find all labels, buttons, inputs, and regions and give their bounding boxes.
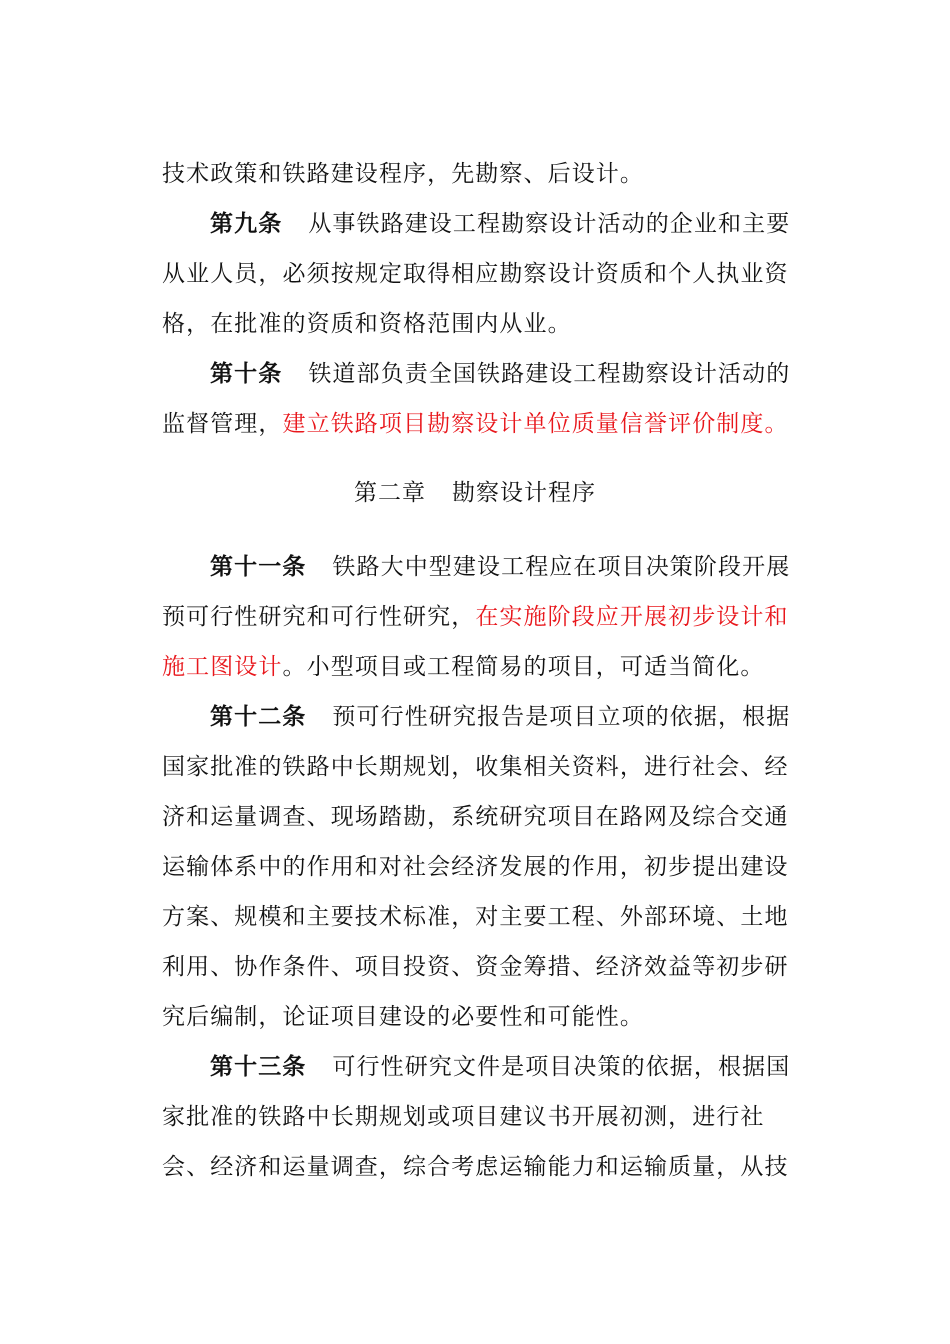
article-12-text: 预可行性研究报告是项目立项的依据，根据 [332, 704, 791, 730]
article-10-text: 铁道部负责全国铁路建设工程勘察设计活动的 [308, 361, 791, 387]
article-12-title: 第十二条 [210, 704, 307, 730]
text-line [162, 752, 787, 782]
highlighted-text: 施工图设计 [162, 654, 283, 680]
text-line [162, 652, 787, 682]
chapter-heading [0, 478, 950, 508]
text-line-content: 会、经济和运量调查，综合考虑运输能力和运输质量，从技 [162, 1154, 789, 1180]
chapter-number: 第二章 [354, 480, 426, 506]
article-13-first-line [210, 1052, 791, 1082]
text-line [162, 602, 787, 632]
chapter-title: 勘察设计程序 [452, 480, 596, 506]
article-13-title: 第十三条 [210, 1054, 307, 1080]
text-line-content: 济和运量调查、现场踏勘，系统研究项目在路网及综合交通 [162, 804, 789, 830]
text-line-content: 究后编制，论证项目建设的必要性和可能性。 [162, 1004, 644, 1030]
text-line [162, 802, 787, 832]
text-line [162, 1152, 787, 1182]
text-line-content: 方案、规模和主要技术标准，对主要工程、外部环境、土地 [162, 904, 789, 930]
text-line [162, 952, 787, 982]
text-line-content: 。小型项目或工程简易的项目，可适当简化。 [282, 654, 765, 680]
text-line-content: 技术政策和铁路建设程序，先勘察、后设计。 [162, 161, 644, 187]
text-line [162, 1002, 787, 1032]
article-11-first-line [210, 552, 791, 582]
text-line-content: 从业人员，必须按规定取得相应勘察设计资质和个人执业资 [162, 261, 789, 287]
text-line [162, 259, 787, 289]
text-line [162, 409, 787, 439]
text-line [162, 159, 787, 189]
article-11-title: 第十一条 [210, 554, 307, 580]
highlighted-text: 建立铁路项目勘察设计单位质量信誉评价制度。 [282, 411, 789, 437]
text-line-content: 格，在批准的资质和资格范围内从业。 [162, 311, 572, 337]
article-10-first-line [210, 359, 791, 389]
text-line [162, 902, 787, 932]
text-line-content: 家批准的铁路中长期规划或项目建议书开展初测，进行社 [162, 1104, 765, 1130]
text-line-content: 利用、协作条件、项目投资、资金筹措、经济效益等初步研 [162, 954, 789, 980]
article-13-text: 可行性研究文件是项目决策的依据，根据国 [332, 1054, 791, 1080]
article-10-title: 第十条 [210, 361, 283, 387]
text-line-content: 国家批准的铁路中长期规划，收集相关资料，进行社会、经 [162, 754, 789, 780]
text-line [162, 1102, 787, 1132]
article-12-first-line [210, 702, 791, 732]
text-line [162, 309, 787, 339]
article-11-text: 铁路大中型建设工程应在项目决策阶段开展 [332, 554, 791, 580]
text-line [162, 852, 787, 882]
article-9-title: 第九条 [210, 211, 283, 237]
text-line-content: 预可行性研究和可行性研究， [162, 604, 476, 630]
article-9-text: 从事铁路建设工程勘察设计活动的企业和主要 [308, 211, 791, 237]
highlighted-text: 在实施阶段应开展初步设计和 [475, 604, 789, 630]
text-line-content: 运输体系中的作用和对社会经济发展的作用，初步提出建设 [162, 854, 789, 880]
article-9-first-line [210, 209, 791, 239]
text-line-content: 监督管理， [162, 411, 283, 437]
